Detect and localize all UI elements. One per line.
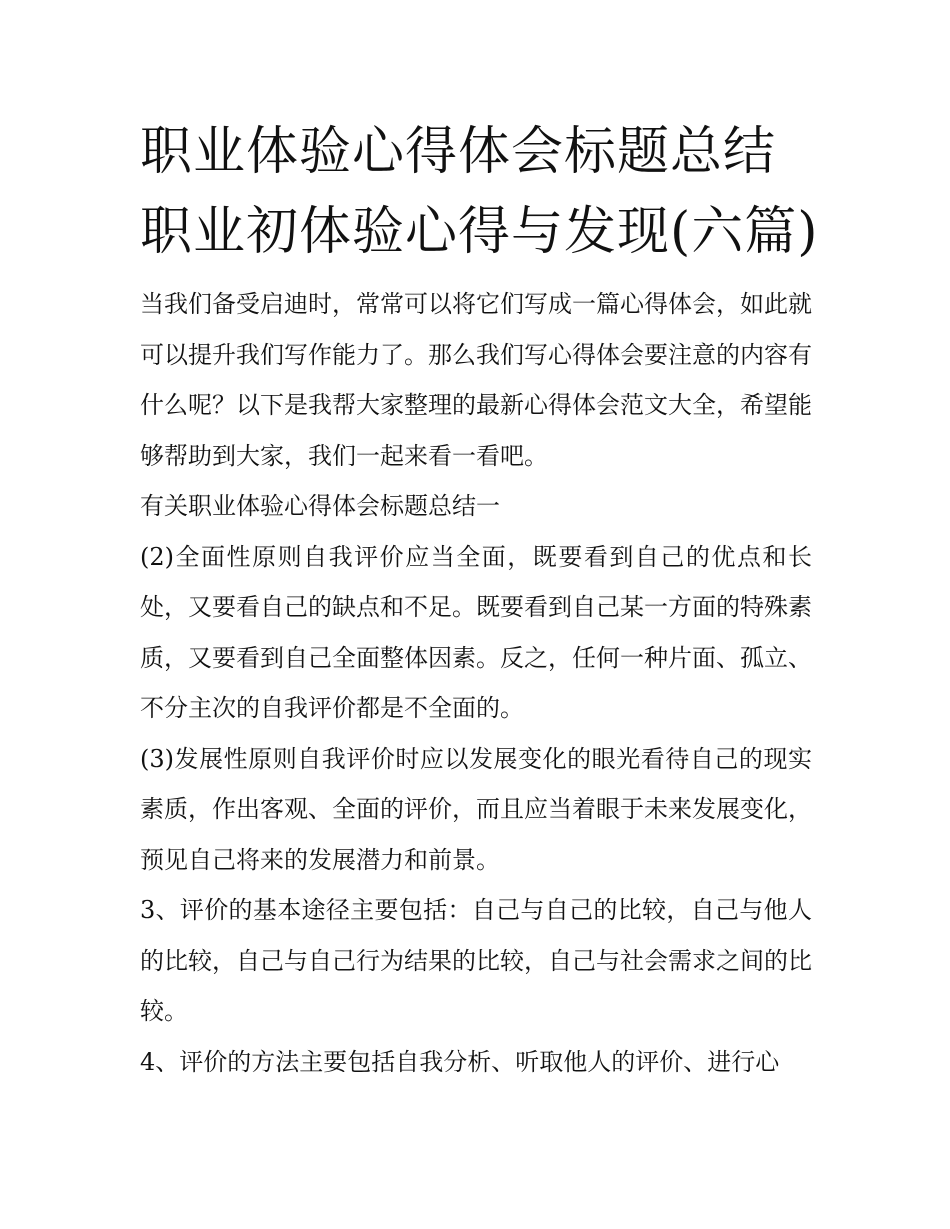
document-body — [140, 279, 812, 1087]
section-heading: 有关职业体验心得体会标题总结一 — [140, 492, 500, 520]
document-title: 职业体验心得体会标题总结 职业初体验心得与发现(六篇) — [140, 122, 819, 262]
paragraph-evaluation-paths: 3、评价的基本途径主要包括：自己与自己的比较，自己与他人的比较，自己与自己行为结果的比较，自己与社会需求之间的比较。 — [140, 896, 812, 1025]
paragraph-evaluation-methods: 4、评价的方法主要包括自我分析、听取他人的评价、进行心 — [140, 1047, 780, 1076]
paragraph-development-principle: (3)发展性原则自我评价时应以发展变化的眼光看待自己的现实素质，作出客观、全面的评价，而且应当着眼于未来发展变化，预见自己将来的发展潜力和前景。 — [140, 744, 812, 874]
paragraph-comprehensive-principle: (2)全面性原则自我评价应当全面，既要看到自己的优点和长处，又要看自己的缺点和不足。既要看到自己某一方面的特殊素质，又要看到自己全面整体因素。反之，任何一种片面、孤立、不分主次的自我评价都是不全面的。 — [140, 542, 812, 722]
intro-paragraph: 当我们备受启迪时，常常可以将它们写成一篇心得体会，如此就可以提升我们写作能力了。那么我们写心得体会要注意的内容有什么呢？以下是我帮大家整理的最新心得体会范文大全，希望能够帮助到大家，我们一起来看一看吧。 — [140, 290, 812, 470]
